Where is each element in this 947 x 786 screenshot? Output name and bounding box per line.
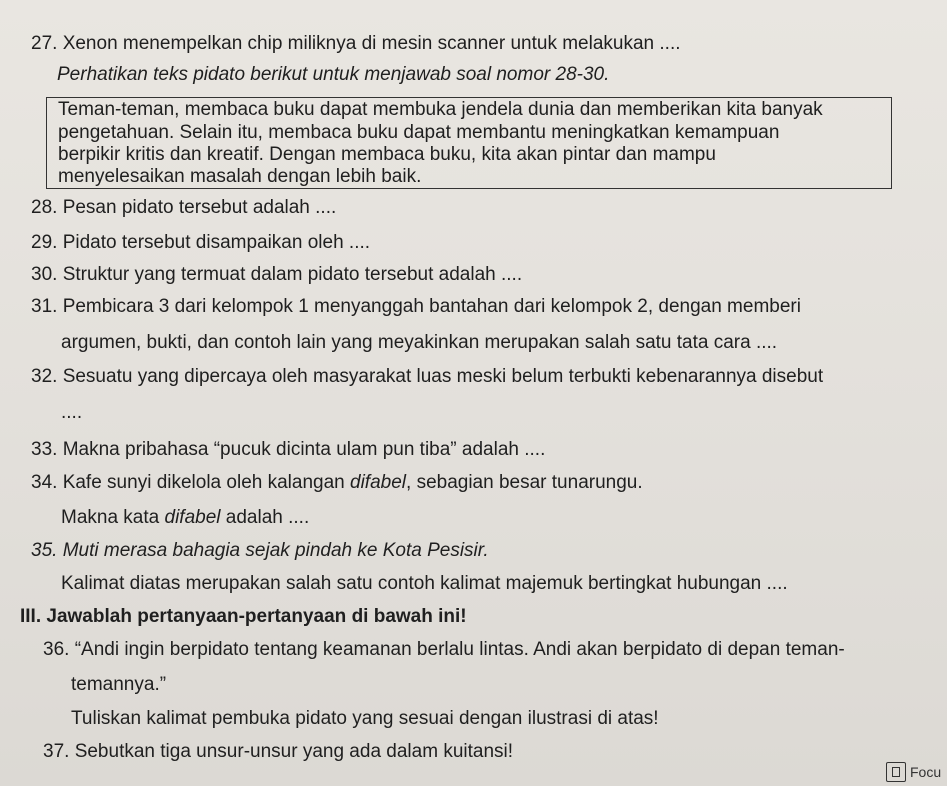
question-34-line2	[61, 507, 309, 529]
speech-text-box	[46, 97, 892, 189]
q34-text: 34. Kafe sunyi dikelola oleh kalangan	[31, 472, 351, 493]
question-36-line3: Tuliskan kalimat pembuka pidato yang sesuai dengan ilustrasi di atas!	[71, 708, 659, 729]
speech-line: menyelesaikan masalah dengan lebih baik.	[58, 166, 422, 187]
question-33: 33. Makna pribahasa “pucuk dicinta ulam pun tiba” adalah ....	[31, 439, 546, 460]
q34-italic-word: difabel	[164, 507, 221, 528]
q34-text: adalah ....	[220, 507, 310, 528]
q34-text: Makna kata	[61, 507, 165, 528]
speech-line: Teman-teman, membaca buku dapat membuka jendela dunia dan memberikan kita banyak	[58, 99, 823, 120]
speech-line: berpikir kritis dan kreatif. Dengan membaca buku, kita akan pintar dan mampu	[58, 144, 716, 165]
question-30: 30. Struktur yang termuat dalam pidato tersebut adalah ....	[31, 264, 523, 285]
question-37: 37. Sebutkan tiga unsur-unsur yang ada dalam kuitansi!	[43, 741, 514, 762]
q34-italic-word: difabel	[350, 472, 407, 493]
instruction-text: Perhatikan teks pidato berikut untuk menjawab soal nomor 28-30.	[57, 64, 610, 85]
question-34-line1	[31, 472, 643, 494]
question-29: 29. Pidato tersebut disampaikan oleh ....	[31, 232, 371, 253]
focus-button[interactable]	[886, 762, 941, 782]
question-27: 27. Xenon menempelkan chip miliknya di mesin scanner untuk melakukan ....	[31, 33, 681, 54]
speech-line: pengetahuan. Selain itu, membaca buku dapat membantu meningkatkan kemampuan	[58, 122, 780, 143]
question-36-line1: 36. “Andi ingin berpidato tentang keamanan berlalu lintas. Andi akan berpidato di depan teman-	[43, 639, 845, 660]
question-32-line1: 32. Sesuatu yang dipercaya oleh masyarakat luas meski belum terbukti kebenarannya disebut	[31, 366, 824, 387]
document-icon	[886, 762, 906, 782]
focus-label: Focu	[910, 764, 942, 780]
question-35-line1: 35. Muti merasa bahagia sejak pindah ke Kota Pesisir.	[31, 540, 489, 561]
question-31-line1: 31. Pembicara 3 dari kelompok 1 menyanggah bantahan dari kelompok 2, dengan memberi	[31, 296, 801, 317]
question-36-line2: temannya.”	[71, 674, 167, 695]
question-35-line2: Kalimat diatas merupakan salah satu contoh kalimat majemuk bertingkat hubungan ....	[61, 573, 788, 594]
section-3-heading: III. Jawablah pertanyaan-pertanyaan di bawah ini!	[20, 606, 467, 627]
question-32-line2: ....	[61, 402, 83, 423]
question-31-line2: argumen, bukti, dan contoh lain yang meyakinkan merupakan salah satu tata cara ....	[61, 332, 778, 353]
q34-text: , sebagian besar tunarungu.	[406, 472, 643, 493]
question-28: 28. Pesan pidato tersebut adalah ....	[31, 197, 337, 218]
